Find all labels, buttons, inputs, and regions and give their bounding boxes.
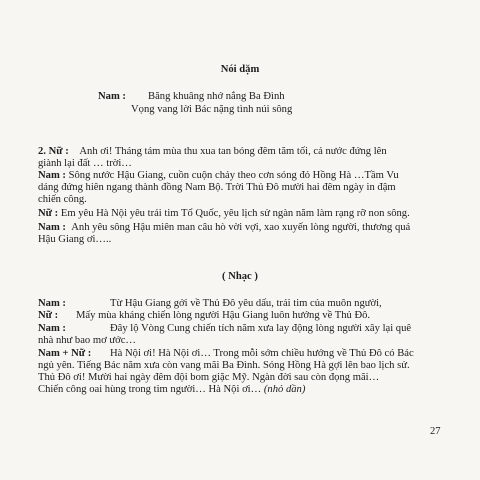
part3-d-line-1: Hà Nội ơi! Hà Nội ơi… Trong mỗi sớm chiều hướng về Thủ Đô có Bác bbox=[110, 348, 414, 359]
part3-d-note: (nhỏ dần) bbox=[263, 384, 306, 395]
part2-para2-speaker: Nam : bbox=[38, 170, 66, 181]
part3-d-line-4 bbox=[38, 384, 305, 397]
part3-d-line-3: Thủ Đô ơi! Mười hai ngày đêm đội bom giặc Mỹ. Ngàn đời sau còn đọng mãi… bbox=[38, 372, 380, 383]
part2-para3-speaker: Nữ : bbox=[38, 208, 59, 219]
part2-para4-text-1: Anh yêu sông Hậu miên man câu hò vời vợi, xao xuyến lòng người, thương quá bbox=[71, 222, 411, 233]
part2-para4-speaker: Nam : bbox=[38, 222, 66, 233]
part3-c-speaker: Nam : bbox=[38, 323, 66, 334]
part2-para4-line-2: Hậu Giang ơi….. bbox=[38, 234, 112, 245]
part2-para2-line-3: chiến công. bbox=[38, 194, 87, 205]
part3-b-line-1: Mấy mùa kháng chiến lòng người Hậu Giang luôn hướng về Thủ Đô. bbox=[76, 310, 371, 321]
part3-b-speaker: Nữ : bbox=[38, 310, 59, 321]
part2-para3-text-1: Em yêu Hà Nội yêu trái tim Tổ Quốc, yêu lịch sử ngàn năm làm rạng rỡ non sông. bbox=[60, 208, 410, 219]
part2-para3-line-1 bbox=[38, 208, 410, 221]
part2-speaker: Nữ : bbox=[48, 146, 69, 157]
verse-line-1: Băng khuâng nhớ nắng Ba Đình bbox=[148, 91, 285, 102]
part3-a-line-1: Từ Hậu Giang gởi về Thủ Đô yêu dấu, trái tim của muôn người, bbox=[110, 298, 382, 309]
section-title: Nói dặm bbox=[220, 64, 260, 75]
part2-para2-text-1: Sông nước Hậu Giang, cuồn cuộn chảy theo cơn sóng đỏ Hồng Hà …Tầm Vu bbox=[68, 170, 399, 181]
part3-d-line-2: ngủ yên. Tiếng Bác năm xưa còn vang mãi Ba Đình. Sóng Hồng Hà gợi lên bao lịch sử. bbox=[38, 360, 410, 371]
part3-d-speaker: Nam + Nữ : bbox=[38, 348, 92, 359]
part2-number: 2. bbox=[38, 146, 46, 157]
part3-a-speaker: Nam : bbox=[38, 298, 66, 309]
part2-line-1 bbox=[38, 146, 387, 159]
part2-para4-line-1 bbox=[38, 222, 410, 235]
part2-line-2: giành lại đất … trời… bbox=[38, 158, 132, 169]
verse-speaker: Nam : bbox=[98, 91, 126, 102]
part3-d-text-4: Chiến công oai hùng trong tim người… Hà Nội ơi… bbox=[38, 384, 262, 395]
part2-para2-line-1 bbox=[38, 170, 399, 183]
part3-c-line-2: nhà như bao mơ ước… bbox=[38, 335, 137, 346]
page-number: 27 bbox=[430, 426, 441, 437]
music-title: ( Nhạc ) bbox=[222, 271, 258, 282]
part2-text-1: Anh ơi! Tháng tám mùa thu xua tan bóng đêm tăm tối, cả nước đứng lên bbox=[79, 146, 387, 157]
part2-para2-line-2: dáng đứng hiên ngang thành đồng Nam Bộ. Trời Thủ Đô mười hai đêm ngày in đậm bbox=[38, 182, 396, 193]
verse-line-2: Vọng vang lời Bác nặng tình núi sông bbox=[131, 104, 293, 115]
part3-c-line-1: Đây lộ Vòng Cung chiến tích năm xưa lay động lòng người xây lại quê bbox=[110, 323, 412, 334]
